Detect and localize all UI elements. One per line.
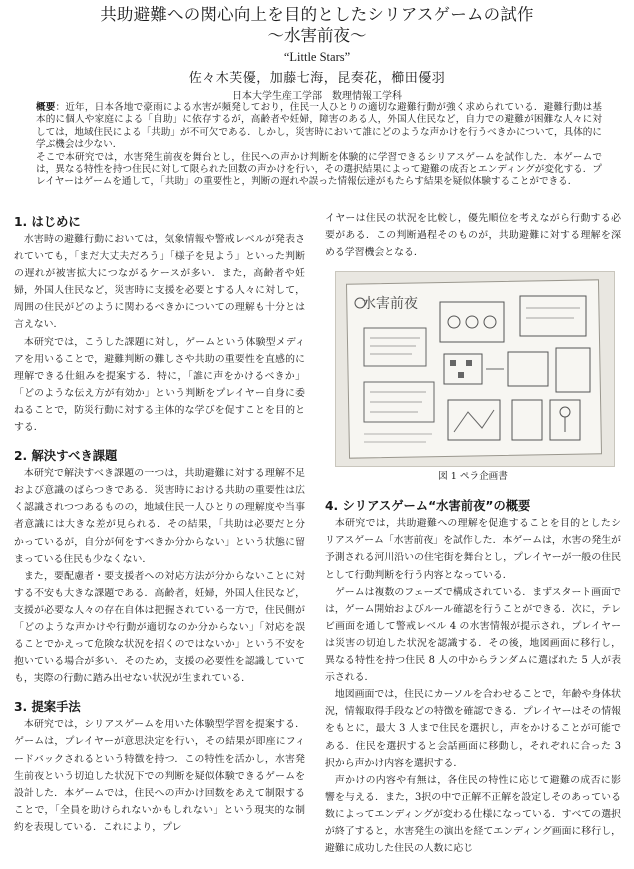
abstract-text-1: ：近年，日本各地で豪雨による水害が頻発しており，住民一人ひとりの適切な避難行動が強く求められている．避難行動は基本的に個人や家庭による「自助」に依存するが，高齢者や妊婦，障害のある人，外国人住民など，自力での避難が困難な人々に対しては，地域住民による「共助」が不可欠である．しかし，災害時において誰にどのような声かけを行うべきかについて，具体的に学ぶ機会は少ない． xyxy=(36,102,603,151)
section-3-paragraph-1: 本研究では，シリアスゲームを用いた体験型学習を提案する．ゲームは，プレイヤーが意思決定を行い，その結果が即座にフィードバックされるという特徴を持つ．この特性を活かし，水害発生前夜という切迫した状況下での判断を疑似体験できるゲームを設計した．本ゲームでは，住民への声かけ回数をあえて制限することで，「全員を助けられないかもしれない」という現実的な制約を表現している．これにより，プレ xyxy=(14,719,305,833)
abstract-label: 概要 xyxy=(36,102,56,113)
left-column xyxy=(14,214,305,836)
abstract-paragraph-1 xyxy=(36,102,602,152)
section-3-continuation: イヤーは住民の状況を比較し，優先順位を考えながら行動する必要がある．この判断過程そのものが，共助避難に対する理解を深める学習機会となる． xyxy=(325,213,621,259)
section-4-paragraph-2: ゲームは複数のフェーズで構成されている．まずスタート画面では，ゲーム開始およびルール確認を行うことができる．次に，テレビ画面を通して警戒レベル 4 の水害情報が提示され，プレイヤーは災害の切迫した状況を認識する．その後，地図画面に移行し，異なる特性を持つ住民 8 人の中からランダムに選ばれた 5 人が表示される． xyxy=(325,586,621,684)
section-4-paragraph-1: 本研究では，共助避難への理解を促進することを目的としたシリアスゲーム「水害前夜」を試作した．本ゲームは，水害の発生が予測される河川沿いの住宅街を舞台とし，プレイヤーが一般の住民として行動判断を行う内容となっている． xyxy=(325,518,621,581)
section-1-paragraph-2: 本研究では，こうした課題に対し，ゲームという体験型メディアを用いることで，避難判断の難しさや共助の重要性を直感的に理解できる仕組みを提案する．特に，「誰に声をかけるべきか」「どのような伝え方が有効か」という判断をプレイヤー自身に委ねることで，防災行動に対する主体的な学びを促すことを目的とする． xyxy=(14,336,305,434)
section-1-paragraph-1: 水害時の避難行動においては，気象情報や警戒レベルが発表されていても，「まだ大丈夫だろう」「様子を見よう」といった判断の遅れが被害拡大につながるケースが多い．また，高齢者や妊婦，外国人住民など，災害時に支援を必要とする人々に対して，周囲の住民がどのように関わるべきかについての理解も十分とは言えない． xyxy=(14,234,305,331)
section-2-heading: 2. 解決すべき課題 xyxy=(14,449,118,464)
sketch-drawing xyxy=(336,272,614,466)
game-name: “Little Stars” xyxy=(283,50,351,64)
figure-1-caption: 図 1 ペラ企画書 xyxy=(438,471,508,483)
right-column xyxy=(325,210,621,857)
section-2-paragraph-2: また，要配慮者・要支援者への対応方法が分からないことに対する不安も大きな課題である．高齢者，妊婦，外国人住民など，支援が必要な人々の存在自体は把握されている一方で，住民側が「どのような声かけや行動が適切なのか分からない」「対応を誤ることでかえって危険な状況を招くのではないか」という不安を抱いている場合が多い．そのため，支援の必要性を認識していても，実際の行動に踏み出せない状況が生まれている． xyxy=(14,570,305,685)
section-4-paragraph-4: 声かけの内容や有無は，各住民の特性に応じて避難の成否に影響を与える．また，3択の中で正解不正解を設定しそのあっている数によってエンディングが変わる仕様になっている．すべての選択が終了すると，水害発生の演出を経てエンディング画面に移行し，避難に成功した住民の人数に応じ xyxy=(325,774,621,855)
section-3-heading: 3. 提案手法 xyxy=(14,700,81,715)
section-1-heading: 1. はじめに xyxy=(14,215,81,229)
plan-sheet-photo xyxy=(335,271,615,467)
section-4-heading: 4. シリアスゲーム“水害前夜”の概要 xyxy=(325,499,531,514)
figure-1 xyxy=(325,271,621,484)
paper-title: 共助避難への関心向上を目的としたシリアスゲームの試作 xyxy=(100,5,534,24)
author-list: 佐々木芙優，加藤七海，昆奏花，櫛田優羽 xyxy=(188,71,446,86)
section-4-paragraph-3: 地図画面では，住民にカーソルを合わせることで，年齢や身体状況，情報取得手段などの特徴を確認できる．プレイヤーはその情報をもとに，最大 3 人まで住民を選択し，声をかけることが可能である．住民を選択すると会話画面に移動し，それぞれに合った 3 択から声かけ内容を選択する． xyxy=(325,689,621,769)
abstract-paragraph-2: そこで本研究では，水害発生前夜を舞台とし，住民への声かけ判断を体験的に学習できるシリアスゲームを試作した．本ゲームでは，異なる特性を持つ住民に対して限られた回数の声かけを行い，その選択結果によって避難の成否とエンディングが変化する．プレイヤーはゲームを通して，「共助」の重要性と，判断の遅れや誤った情報伝達がもたらす結果を疑似体験することができる． xyxy=(36,151,602,188)
section-2-paragraph-1: 本研究で解決すべき課題の一つは，共助避難に対する理解不足および意識のばらつきである．災害時における共助の重要性は広く認識されつつあるものの，地域住民一人ひとりの理解度や当事者意識には大きな差が見られる．その結果，「共助は必要だと分かっているが，自分が何をすべきか分からない」という状態に留まっている住民も少なくない． xyxy=(14,468,305,565)
paper-subtitle: ～水害前夜～ xyxy=(267,26,367,45)
sketch-title: 水害前夜 xyxy=(362,296,418,313)
abstract xyxy=(36,102,602,189)
affiliation: 日本大学生産工学部 数理情報工学科 xyxy=(232,91,402,102)
